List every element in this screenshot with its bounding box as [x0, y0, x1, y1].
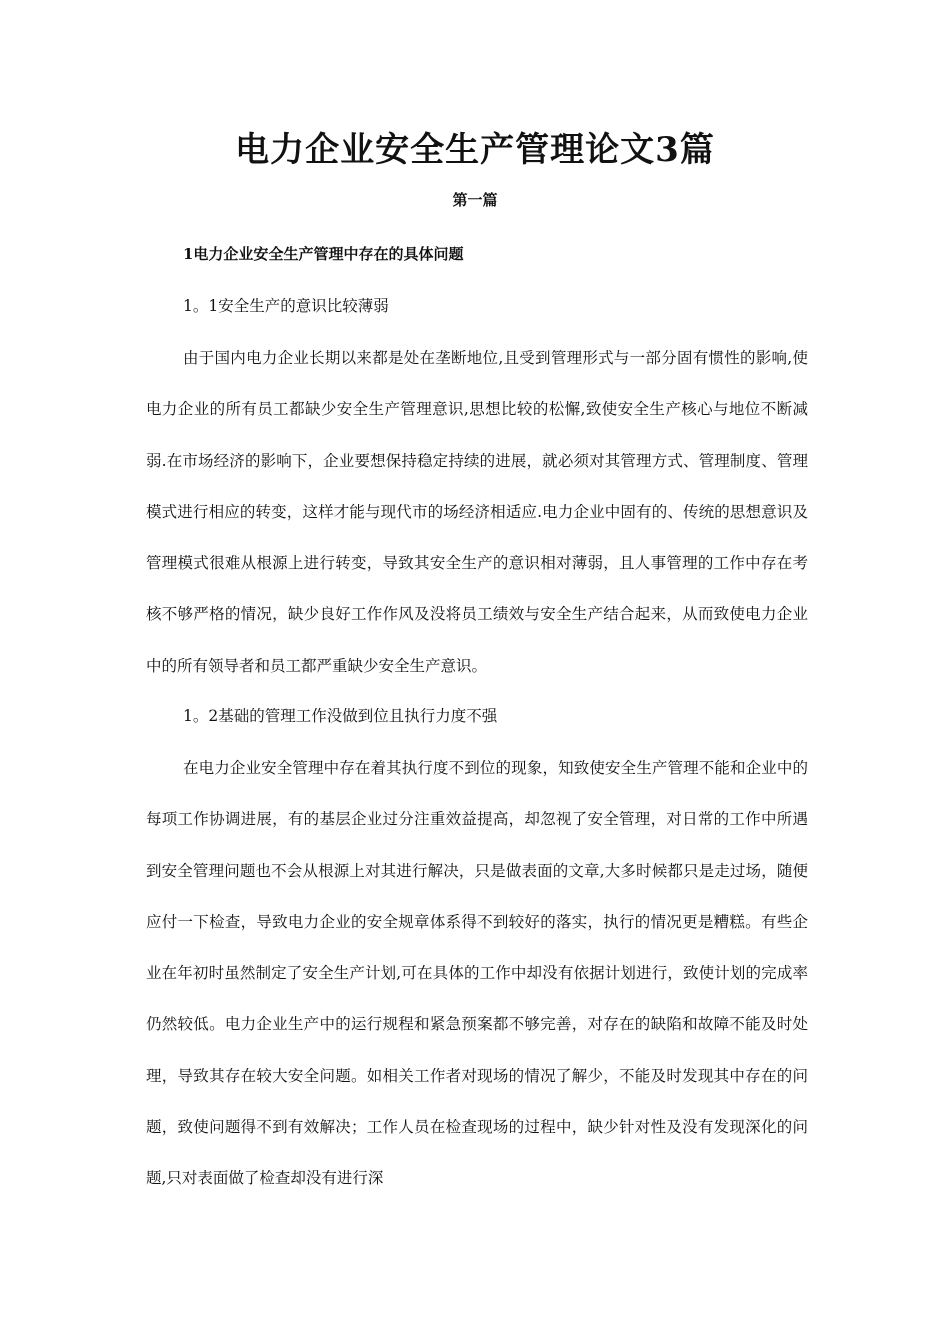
section-heading: 1电力企业安全生产管理中存在的具体问题 [183, 245, 464, 263]
document-title: 电力企业安全生产管理论文3篇 [235, 130, 715, 170]
body-paragraph-1: 由于国内电力企业长期以来都是处在垄断地位,且受到管理形式与一部分固有惯性的影响,使电力企业的所有员工都缺少安全生产管理意识,思想比较的松懈,致使安全生产核心与地位不断减弱.在市场经济的影响下，企业要想保持稳定持续的进展，就必须对其管理方式、管理制度、管理模式进行相应的转变，这样才能与现代市的场经济相适应.电力企业中固有的、传统的思想意识及管理模式很难从根源上进行转变，导致其安全生产的意识相对薄弱，且人事管理的工作中存在考核不够严格的情况，缺少良好工作作风及没将员工绩效与安全生产结合起来，从而致使电力企业中的所有领导者和员工都严重缺少安全生产意识。 [146, 349, 808, 675]
subsection-heading-2: 1。2基础的管理工作没做到位且执行力度不强 [183, 707, 498, 725]
document-subtitle: 第一篇 [452, 191, 498, 209]
subsection-heading-1: 1。1安全生产的意识比较薄弱 [183, 297, 389, 315]
body-paragraph-2: 在电力企业安全管理中存在着其执行度不到位的现象，知致使安全生产管理不能和企业中的每项工作协调进展，有的基层企业过分注重效益提高，却忽视了安全管理，对日常的工作中所遇到安全管理问题也不会从根源上对其进行解决，只是做表面的文章,大多时候都只是走过场，随便应付一下检查，导致电力企业的安全规章体系得不到较好的落实，执行的情况更是糟糕。有些企业在年初时虽然制定了安全生产计划,可在具体的工作中却没有依据计划进行，致使计划的完成率仍然较低。电力企业生产中的运行规程和紧急预案都不够完善，对存在的缺陷和故障不能及时处理，导致其存在较大安全问题。如相关工作者对现场的情况了解少，不能及时发现其中存在的问题，致使问题得不到有效解决；工作人员在检查现场的过程中，缺少针对性及没有发现深化的问题,只对表面做了检查却没有进行深 [146, 759, 808, 1188]
